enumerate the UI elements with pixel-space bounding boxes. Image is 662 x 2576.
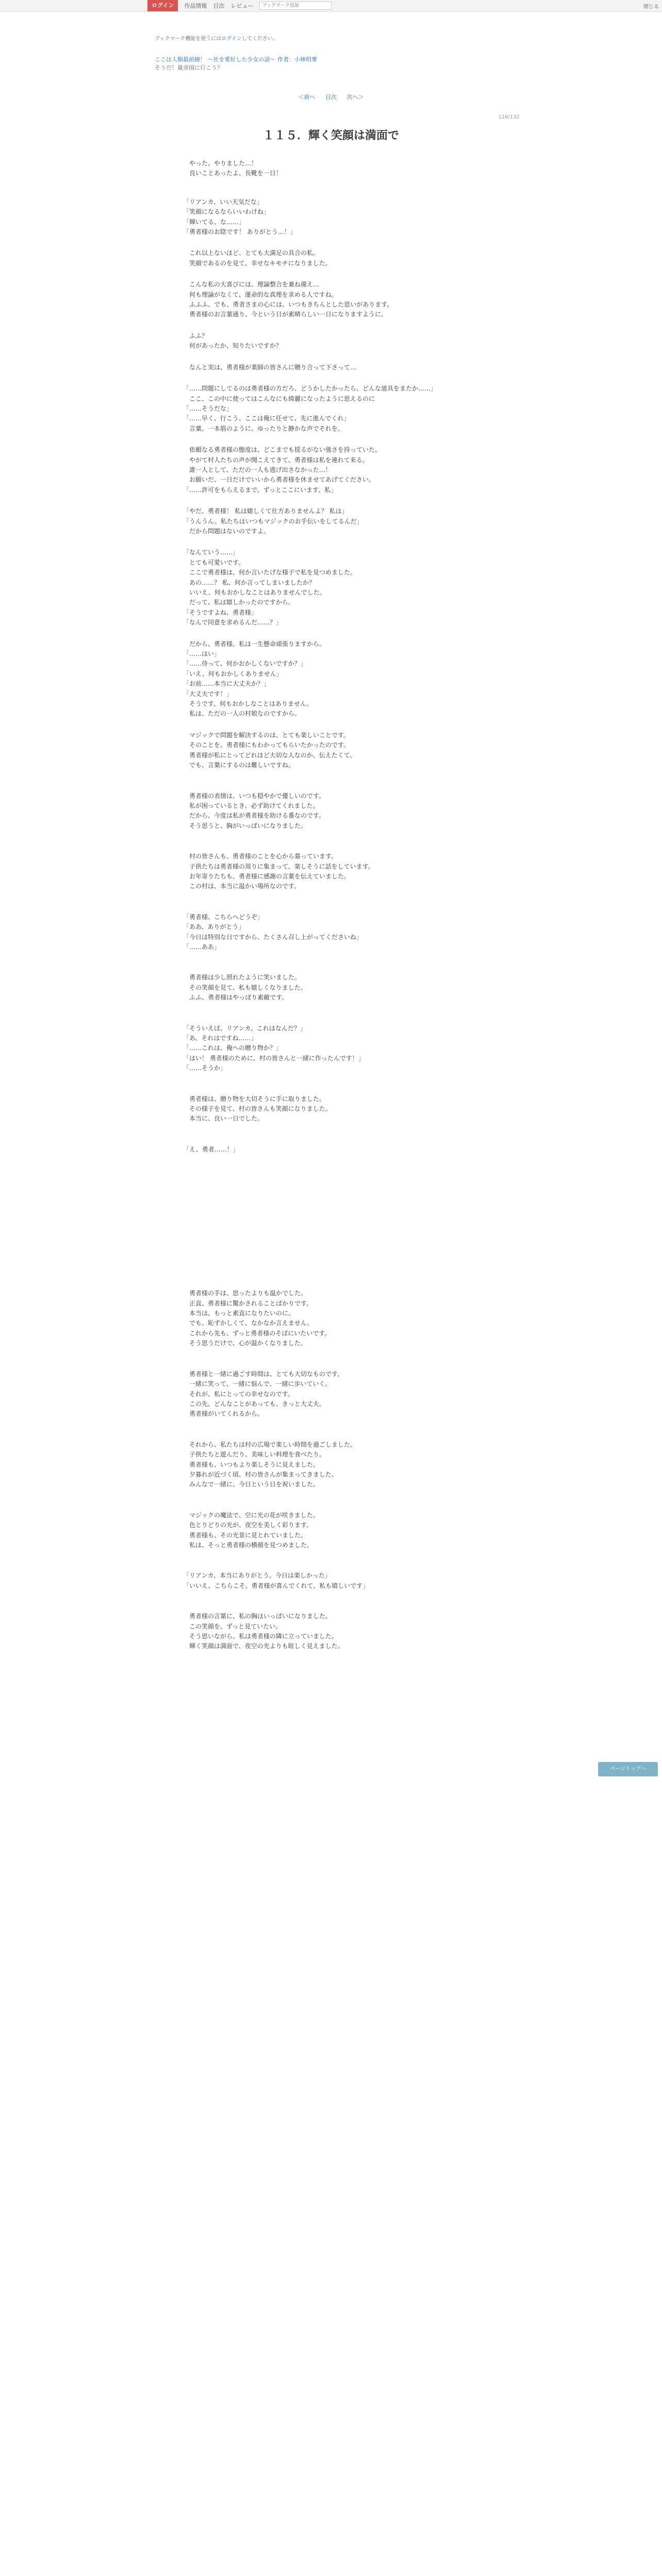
- body-paragraph: 「リアンカ、本当にありがとう。今日は楽しかった」 「いいえ、こちらこそ。勇者様が喜んでくれて、私も嬉しいです」: [183, 1572, 369, 1589]
- body-paragraph: ふふ？ 何があったか、知りたいですか？: [189, 332, 282, 350]
- body-paragraph: なんと実は、勇者様が業師の皆さんに贈り合って下さって…: [183, 363, 357, 371]
- body-paragraph: 勇者様は少し照れたように笑いました。 その笑顔を見て、私も嬉しくなりました。 ふふ、勇者様はやっぱり素敵です。: [189, 974, 307, 1002]
- body-paragraph: マジックで問題を解決するのは、とても楽しいことです。 そのことを、勇者様にもわかってもらいたかったのです。 勇者様が私にとってどれほど大切な人なのか、伝えたくて。 でも、言葉にするのは難しいですね。: [189, 731, 356, 769]
- notice-login-link[interactable]: ログイン: [221, 36, 242, 42]
- page-top-button[interactable]: ページトップへ: [598, 1762, 658, 1776]
- body-paragraph: 「そういえば、リアンカ。これはなんだ？」 「あ、それはですね……」 「……これは、俺への贈り物か？」 「はい！ 勇者様のために、村の皆さんと一緒に作ったんです！」 「……そうか」: [183, 1024, 365, 1072]
- nav-item-toc[interactable]: 目次: [213, 3, 225, 9]
- body-paragraph: 勇者様の言葉に、私の胸はいっぱいになりました。 この笑顔を、ずっと見ていたい。 そう思いながら、私は勇者様の隣に立っていました。 輝く笑顔は満面で、夜空の光よりも眩しく見えました。: [189, 1613, 344, 1650]
- body-paragraph: それから、私たちは村の広場で楽しい時間を過ごしました。 子供たちと遊んだり、美味しい料理を食べたり。 勇者様も、いつもより楽しそうに見えました。 夕暮れが近づく頃、村の皆さんが集まってきました。 みんなで一緒に、今日という日を祝いました。: [189, 1440, 357, 1488]
- nav-item-info[interactable]: 作品情報: [184, 3, 207, 9]
- next-link[interactable]: 次へ＞: [346, 94, 364, 100]
- body-paragraph: 勇者様の表情は、いつも穏やかで優しいのです。 私が困っているとき、必ず助けてくれました。 だから、今度は私が勇者様を助ける番なのです。 そう思うと、胸がいっぱいになりました。: [189, 792, 325, 829]
- toc-link[interactable]: 目次: [325, 94, 337, 100]
- close-link[interactable]: 閉じる: [643, 4, 659, 10]
- notice-suffix: してください。: [241, 36, 278, 42]
- login-notice: [155, 34, 278, 42]
- body-paragraph: マジックの魔法で、空に光の花が咲きました。 色とりどりの光が、夜空を美しく彩ります。 勇者様も、その光景に見とれていました。 私は、そっと勇者様の横顔を見つめました。: [189, 1511, 319, 1549]
- body-paragraph: 勇者様と一緒に過ごす時間は、とても大切なものです。 一緒に笑って、一緒に悩んで、一緒に歩いていく。 それが、私にとっての幸せなのです。 この先、どんなことがあっても、きっと大丈夫。 勇者様がいてくれるから。: [189, 1370, 344, 1418]
- nav-item-review[interactable]: レビュー: [230, 3, 254, 9]
- series-title-link[interactable]: ここは人類最前線！ 〜社を愛好した少女の話〜 作者：小林明華: [155, 56, 317, 63]
- body-paragraph: 勇者様の手は、思ったよりも温かでした。 正直、勇者様に驚かされることばかりです。 本当は、もっと素直になりたいのに。 でも、恥ずかしくて、なかなか言えません。 これから先も、ずっと勇者様のそばにいたいです。 そう思うだけで、心が温かくなりました。: [189, 1290, 331, 1347]
- body-paragraph: だから、勇者様。私は一生懸命頑張りますから。 「……はい」 「……待って、何かおかしくないですか？」 「いえ、何もおかしくありません」 「お前……本当に大丈夫か？」 「大丈夫です！」 そうです、何もおかしなことはありません。 私は、ただの一人の村娘なのですから。: [183, 640, 326, 718]
- prev-link[interactable]: ＜前へ: [298, 94, 316, 100]
- bookmark-input[interactable]: [259, 2, 332, 10]
- body-paragraph: 勇者様は、贈り物を大切そうに手に取りました。 その様子を見て、村の皆さんも笑顔になりました。 本当に、良い一日でした。: [189, 1095, 332, 1123]
- body-paragraph: 依頼なる勇者様の態度は、どこまでも揺るがない強さを持っていた。 やがて村人たちの声が聞こえてきて、勇者様は私を連れて来る。 誰一人として、ただの一人も逃げ出さなかった…！ お願いだ、一日だけでいいから勇者様を休ませてあげてください。 「……許可をもらえるまで、ずっとここにいます、私」: [183, 446, 382, 494]
- body-paragraph: こんな私の大喜びには、理論整合を兼ね備え… 何も理論がなくて、運命的な真理を求める人ですね。 ふふふ、でも、勇者さまの心には、いつもきちんとした思いがあります。 勇者様のお言葉通り、今という日が素晴らしい一日になりますように。: [189, 281, 393, 318]
- body-paragraph: 「リアンカ、いい天気だな」 「笑顔になるならいいわけね」 「輝いてる、な……」 「勇者様のお陰です！ ありがとう…！」: [183, 198, 296, 236]
- body-paragraph: 「……問題にしてるのは勇者様の方だろ、どうかしたかったら、どんな道具をまたか……」 ここ、この中に使ってはこんなにも綺麗になったように思えるのに 「……そうだな」 「……早く、行こう。ここは俺に任せて、先に進んでくれ」 言葉、一本筋のように、ゆったりと静かな声でそれを。: [183, 385, 437, 432]
- body-paragraph: 「え、勇者……！」: [183, 1145, 239, 1153]
- top-bar: [0, 0, 662, 12]
- body-paragraph: 「なんていう……」 とても可愛いです。 ここで勇者様は、何か言いたげな様子で私を見つめました。 あの……？ 私、何か言ってしまいましたか？ いいえ、何もおかしなことはありませんでした。 だって、私は嬉しかったのですから。 「そうですよね、勇者様」 「なんで同意を求めるんだ……？」: [183, 549, 357, 626]
- breadcrumb: [155, 56, 317, 72]
- body-paragraph: やった、やりました…！ 良いことあったよ、長靴を一日！: [189, 160, 282, 177]
- login-button[interactable]: ログイン: [147, 0, 178, 11]
- page-count: 116/132: [498, 114, 520, 120]
- body-paragraph: 「やだ、勇者様！ 私は嬉しくて仕方ありませんよ？ 私は」 「うんうん。私たちはいつもマジックのお手伝いをしてるんだ」 だから問題はないのですよ。: [183, 507, 363, 535]
- top-pager: [0, 93, 662, 101]
- body-paragraph: 「勇者様、こちらへどうぞ」 「ああ、ありがとう」 「今日は特別な日ですから、たくさん召し上がってくださいね」 「……ああ」: [183, 913, 363, 951]
- novel-body: [183, 159, 544, 1672]
- chapter-title: １１５．輝く笑顔は満面で: [262, 129, 399, 142]
- body-paragraph: これ以上ないほど、とても大満足の具合の私。 笑顔であるのを見て、幸せなキモチになりました。: [189, 249, 332, 267]
- body-paragraph: 村の皆さんも、勇者様のことを心から慕っています。 子供たちは勇者様の周りに集まって、楽しそうに話をしています。 お年寄りたちも、勇者様に感謝の言葉を伝えていました。 この村は、本当に温かい場所なのです。: [189, 853, 374, 890]
- notice-prefix: ブックマーク機能を使うには: [155, 36, 222, 42]
- series-note: そうだ！嵐帝国に行こう？: [155, 64, 223, 71]
